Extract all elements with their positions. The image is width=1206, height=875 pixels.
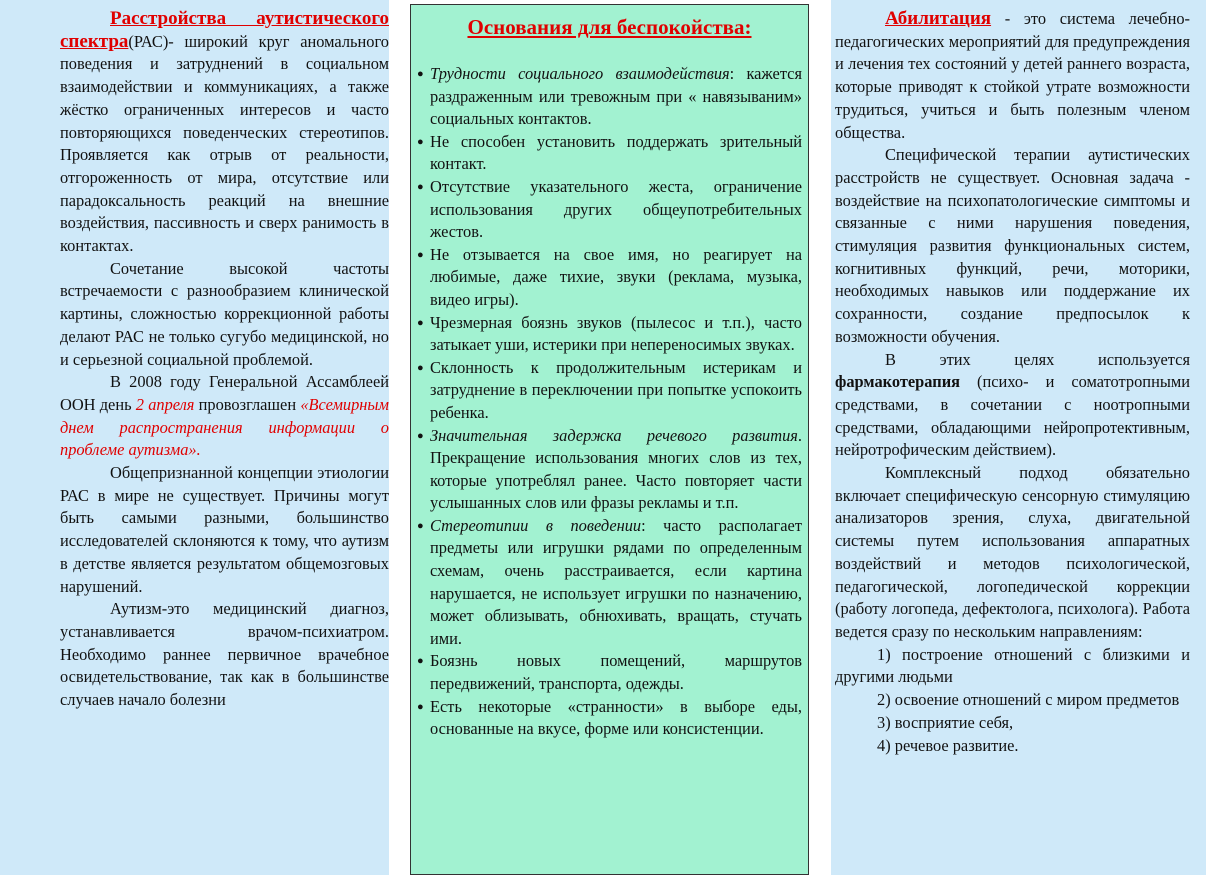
concern-item bbox=[417, 515, 802, 651]
concern-item bbox=[417, 357, 802, 425]
autism-day-date: 2 апреля bbox=[135, 394, 195, 414]
direction-item: 1) построение отношений с близкими и другими людьми bbox=[835, 644, 1190, 687]
autism-day-name: «Всемирным днем распространения информации о проблеме аутизма». bbox=[60, 394, 389, 460]
concern-text: . Прекращение использования многих слов из тех, которые употреблял ранее. Часто повторяет части услышанных слов или фразы рекламы и т.п. bbox=[430, 425, 802, 513]
concern-text: Есть некоторые «странности» в выборе еды, основанные на вкусе, форме или консистенции. bbox=[430, 696, 802, 739]
left-intro-paragraph bbox=[60, 8, 389, 258]
direction-item: 2) освоение отношений с миром предметов bbox=[877, 690, 1180, 710]
habilitation-definition: - это система лечебно-педагогических мероприятий для предупреждения и лечения тех состояний у детей раннего возраста, которые приводят к стойкой утрате возможности трудиться, учиться и быть полезным членом общества. bbox=[835, 9, 1190, 142]
left-paragraph-3 bbox=[60, 371, 389, 462]
asd-title-suffix: (РАС)- bbox=[128, 31, 174, 51]
concern-item bbox=[417, 244, 802, 312]
middle-column bbox=[410, 4, 809, 875]
right-paragraph-4: Комплексный подход обязательно включает специфическую сенсорную стимуляцию анализаторов зрения, слуха, двигательной системы путем использования аппаратных воздействий и методов психологической, педагогической, логопедической коррекции (работу логопеда, дефектолога, психолога). Работа ведется сразу по нескольким направлениям: bbox=[835, 463, 1190, 641]
pharma-text-a: В этих целях используется bbox=[885, 349, 1190, 369]
left-paragraph-4: Общепризнанной концепции этиологии РАС в мире не существует. Причины могут быть самыми разными, большинство исследователей склоняются к тому, что аутизм в детстве является результатом общемозговых нарушений. bbox=[60, 463, 389, 596]
left-paragraph-2: Сочетание высокой частоты встречаемости с разнообразием клинической картины, сложностью коррекционной работы делают РАС не только сугубо медицинской, но и серьезной социальной проблемой. bbox=[60, 258, 389, 369]
concern-item bbox=[417, 650, 802, 695]
un-text-b: провозглашен bbox=[194, 394, 301, 414]
un-text-a: В 2008 году Генеральной Ассамблеей ООН день bbox=[60, 372, 389, 414]
concern-text: Не отзывается на свое имя, но реагирует на любимые, даже тихие, звуки (реклама, музыка, видео игры). bbox=[430, 244, 802, 309]
habilitation-paragraph bbox=[835, 8, 1190, 144]
directions-list bbox=[835, 644, 1190, 758]
concern-text: Чрезмерная боязнь звуков (пылесос и т.п.), часто затыкает уши, истерики при непереносимых звуках. bbox=[430, 312, 802, 355]
right-paragraph-3 bbox=[835, 349, 1190, 463]
concern-text: Не способен установить поддержать зрительный контакт. bbox=[430, 131, 802, 174]
concern-item bbox=[417, 131, 802, 176]
right-column bbox=[831, 0, 1206, 875]
right-paragraph-2: Специфической терапии аутистических расстройств не существует. Основная задача - воздействие на психопатологические симптомы и связанные с ними нарушения поведения, стимуляция развития функциональных систем, когнитивных функций, речи, моторики, необходимых навыков или поддержание их сохранности, создание предпосылок к возможности обучения. bbox=[835, 145, 1190, 346]
habilitation-term: Абилитация bbox=[885, 8, 992, 29]
concern-lead: Стереотипии в поведении bbox=[430, 515, 642, 535]
concern-item bbox=[417, 312, 802, 357]
concern-item bbox=[417, 425, 802, 515]
pharma-text-b: (психо- и соматотропными средствами, в сочетании с ноотропными средствами, обладающими нейропротективным, нейротрофическим действием). bbox=[835, 372, 1190, 460]
concern-text: : часто располагает предметы или игрушки рядами по определенным схемам, очень расстраивается, если картина нарушается, не использует игрушки по назначению, может облизывать, обнюхивать, вращать, стучать ими. bbox=[430, 515, 802, 648]
concern-text: : кажется раздраженным или тревожным при « навязываним» социальных контактов. bbox=[430, 64, 802, 129]
concerns-list bbox=[417, 63, 802, 741]
pharmacotherapy-term: фармакотерапия bbox=[835, 372, 961, 392]
direction-item: 4) речевое развитие. bbox=[877, 735, 1019, 755]
concern-lead: Значительная задержка речевого развития bbox=[430, 425, 798, 445]
concern-item bbox=[417, 63, 802, 131]
concern-text: Отсутствие указательного жеста, ограничение использования других общеупотребительных жестов. bbox=[430, 176, 802, 242]
left-paragraph-5: Аутизм-это медицинский диагноз, устанавливается врачом-психиатром. Необходимо раннее первичное врачебное освидетельствование, так как в большинстве случаев начало болезни bbox=[60, 599, 389, 710]
asd-definition: широкий круг аномального поведения и затруднений в социальном взаимодействии и коммуникациях, а также жёстко ограниченных интересов и часто повторяющихся поведенческих стереотипов. Проявляется как отрыв от реальности, отгороженность от мира, отсутствие или парадоксальность реакций на внешние воздействия, пассивность и сверх ранимость в контактах. bbox=[60, 31, 389, 256]
concern-lead: Трудности социального взаимодействия bbox=[430, 64, 730, 83]
asd-title: Расстройства аутистического спектра bbox=[60, 8, 389, 52]
concern-item bbox=[417, 176, 802, 244]
concern-item bbox=[417, 696, 802, 741]
concern-text: Боязнь новых помещений, маршрутов передвижений, транспорта, одежды. bbox=[430, 651, 802, 694]
direction-item: 3) восприятие себя, bbox=[877, 712, 1014, 732]
concerns-heading: Основания для беспокойства: bbox=[467, 15, 752, 39]
concern-text: Склонность к продолжительным истерикам и затруднение в переключении при попытке успокоить ребенка. bbox=[430, 357, 802, 422]
left-column bbox=[0, 0, 389, 875]
